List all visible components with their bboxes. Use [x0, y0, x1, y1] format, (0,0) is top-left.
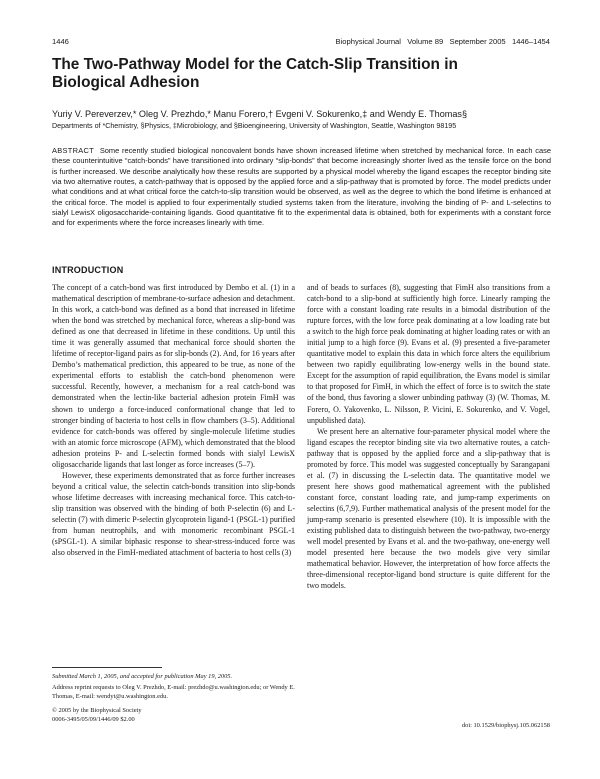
abstract-label: ABSTRACT: [52, 146, 95, 155]
copyright-notice: © 2005 by the Biophysical Society: [52, 707, 142, 715]
paragraph: and of beads to surfaces (8), suggesting that FimH also transitions from a catch-bond to a slip-bond at sufficiently high force. Linearly ramping the force with a constant loading rate results in a bimodal distribution of the rupture forces, with the low force peak dominating at a low loading rate but a switch to the high force peak dominating at higher loading rates or with an initial jump to a high force (9). Evans et al. (9) presented a five-parameter quantitative model to explain this data in which force alters the equilibrium between two rapidly equilibrating low-energy wells in the bound state. Except for the assumption of rapid equilibration, the Evans model is similar to that proposed for FimH, in which the effect of force is to switch the state of the bond, thus favoring a slower unbinding pathway (3) (W. Thomas, M. Forero, O. Yakovenko, L. Nilsson, P. Vicini, E. Sokurenko, and V. Vogel, unpublished data).: [307, 283, 550, 425]
article-title: The Two-Pathway Model for the Catch-Slip Transition in Biological Adhesion: [52, 56, 458, 91]
paragraph: The concept of a catch-bond was first introduced by Dembo et al. (1) in a mathematical description of membrane-to-surface adhesion and detachment. In this work, a catch-bond was defined as a bond that increased in lifetime when the bond was stretched by mechanical force, whereas a slip-bond was defined as one that decreased in lifetime in these conditions. Up until this time it was generally assumed that mechanical force should shorten the lifetime of receptor-ligand pairs as for slip-bonds (2). And, for 16 years after Dembo’s mathematical prediction, this appeared to be true, as none of the experimental efforts to establish the catch-bond phenomenon were successful. Recently, however, a mechanism for a real catch-bond was demonstrated when the lectin-like bacterial adhesion protein FimH was shown to undergo a force-induced conformational change that led to stronger binding of bacteria to host cells in flow chambers (3–5). Additional evidence for catch-bonds was offered by single-molecule lifetime studies with an atomic force microscope (AFM), which demonstrated that the blood adhesion proteins P- and L-selectin formed bonds with sialyl LewisX oligosaccharide ligands that last longer as force increases (5–7).: [52, 283, 295, 469]
submission-dates: Submitted March 1, 2005, and accepted for publication May 19, 2005.: [52, 673, 233, 680]
footnotes: [52, 672, 295, 724]
doi: doi: 10.1529/biophysj.105.062158: [461, 722, 550, 729]
body-column-right: [307, 282, 550, 591]
body-column-left: [52, 282, 295, 558]
paragraph: We present here an alternative four-parameter physical model where the ligand escapes the receptor binding site via two alternative routes, a catch-pathway that is opposed by the applied force and a slip-pathway that is promoted by force. This model was suggested conceptually by Sarangapani et al. (7) in discussing the L-selectin data. The quantitative model we present here shows good mathematical agreement with the published constant force, constant loading rate, and jump-ramp experiments on selectins (6,7,9). Further mathematical analysis of the present model for the jump-ramp scenario is presented elsewhere (10). It is impossible with the existing published data to distinguish between the two-pathway, two-energy well model presented by Evans et al. and the two-pathway, one-energy well model presented here because the two models give very similar mathematical behavior. However, the interpretation of how force affects the three-dimensional receptor-ligand bond structure is quite different for the two models.: [307, 426, 550, 591]
author-list: Yuriy V. Pereverzev,* Oleg V. Prezhdo,* Manu Forero,† Evgeni V. Sokurenko,‡ and Wendy E. Thomas§: [52, 109, 468, 119]
abstract: [52, 146, 551, 229]
section-heading-introduction: INTRODUCTION: [52, 265, 124, 275]
page-number: 1446: [52, 37, 69, 46]
issn-line: 0006-3495/05/09/1446/09 $2.00: [52, 716, 135, 724]
correspondence-address: Address reprint requests to Oleg V. Prezhdo, E-mail: prezhdo@u.washington.edu; or Wendy E. Thomas, E-mail: wendyt@u.washington.edu.: [52, 684, 295, 701]
affiliations: Departments of *Chemistry, §Physics, ‡Microbiology, and §Bioengineering, University of Washington, Seattle, Washington 98195: [52, 122, 457, 130]
running-head: Biophysical Journal Volume 89 September 2005 1446–1454: [335, 37, 550, 46]
abstract-text: Some recently studied biological noncovalent bonds have shown increased lifetime when stretched by mechanical force. In each case these counterintuitive “catch-bonds” have transitioned into ordinary “slip-bonds” that become increasingly shorter lived as the tensile force on the bond is further increased. We describe analytically how these results are supported by a physical model whereby the ligand escapes the receptor binding site via two alternative routes, a catch-pathway that is opposed by the applied force and a slip-pathway that is promoted by force. The model predicts under what conditions and at what critical force the catch-to-slip transition would be observed, as well as the degree to which the bond lifetime is enhanced at the critical force. The model is applied to four experimentally studied systems taken from the literature, involving the binding of P- and L-selectins to sialyl LewisX oligosaccharide-containing ligands. Good quantitative fit to the experimental data is obtained, both for experiments with a constant force and for experiments where the force increases linearly with time.: [52, 146, 551, 228]
paragraph: However, these experiments demonstrated that as force further increases beyond a critical value, the selectin catch-bonds transition into slip-bonds whose lifetime decreases with increasing mechanical force. This catch-to-slip transition was observed with the binding of both P-selectin (6) and L-selectin (7) with dimeric P-selectin glycoprotein ligand-1 (PSGL-1) purified from human neutrophils, and with monomeric recombinant PSGL-1 (sPSGL-1). A similar biphasic response to shear-stress-induced force was also observed in the FimH-mediated attachment of bacteria to host cells (3): [52, 470, 295, 558]
footnote-divider: [52, 667, 162, 668]
